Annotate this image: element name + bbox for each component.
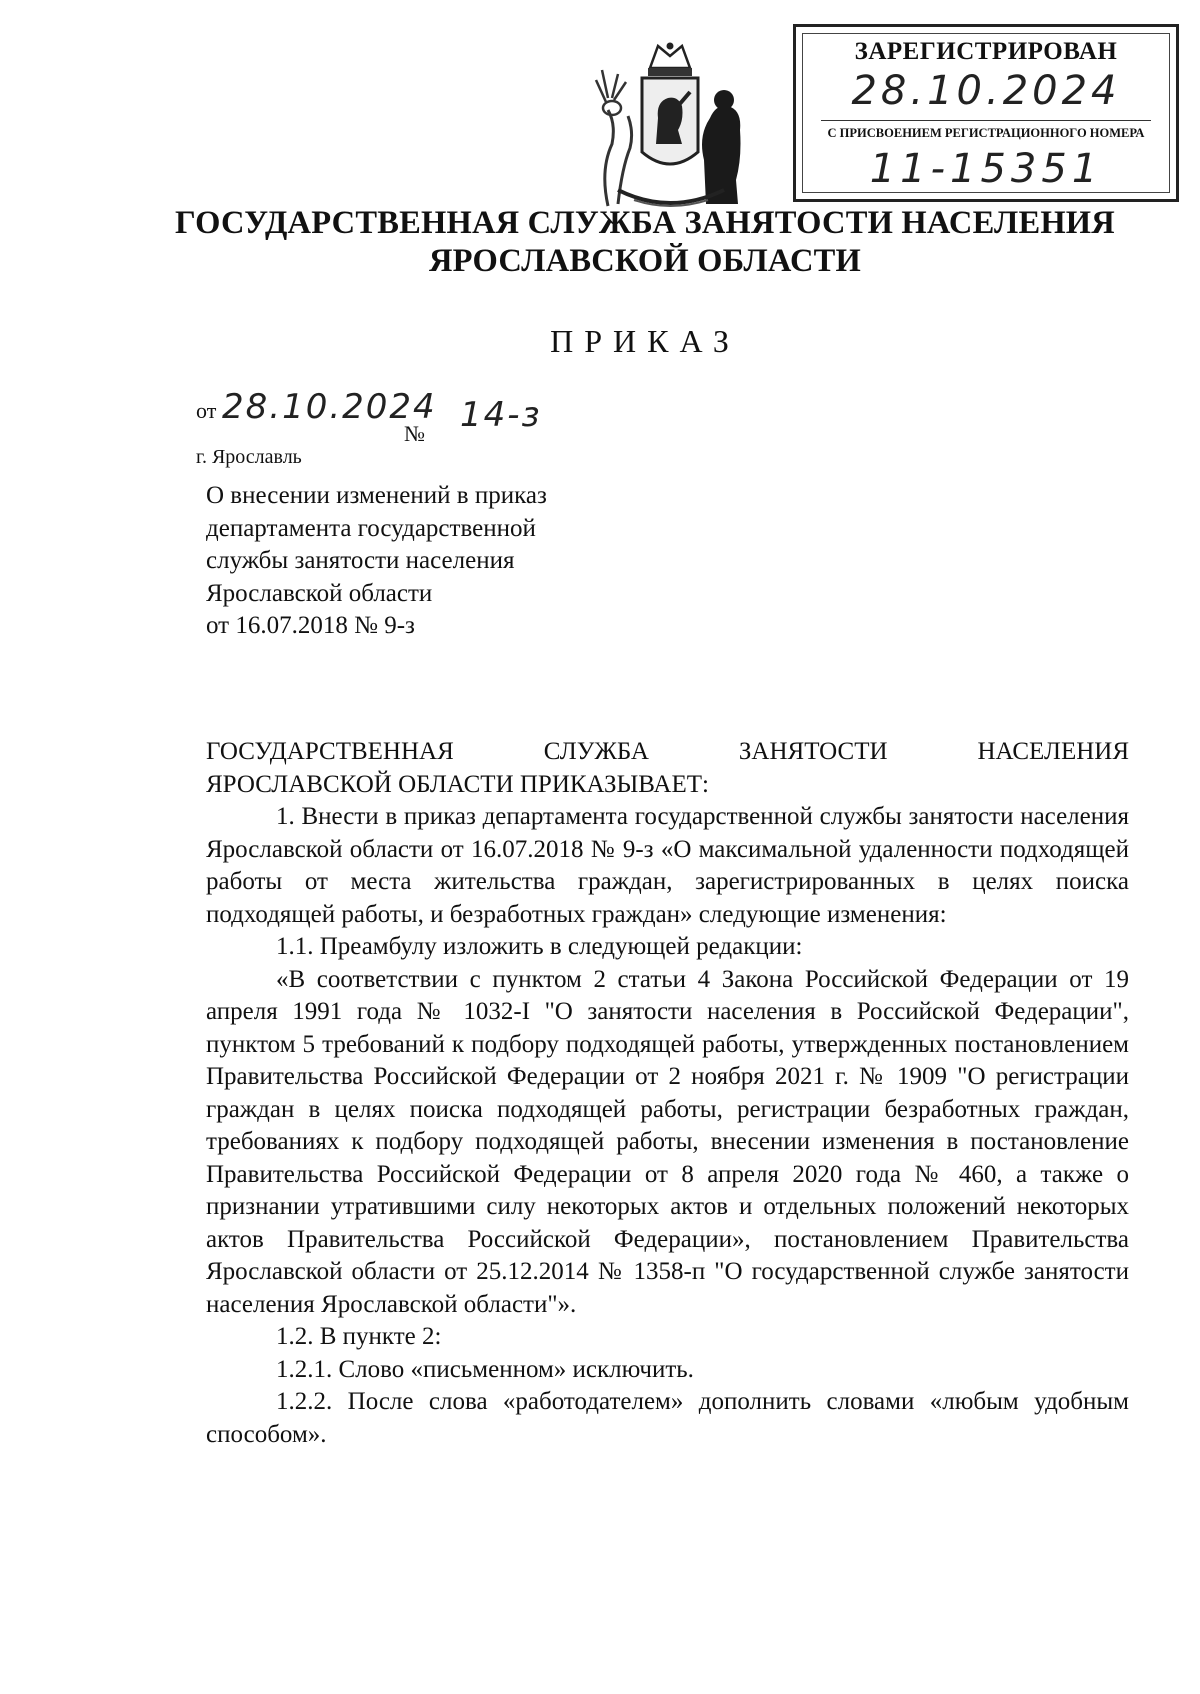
paragraph-1-2-2: 1.2.2. После слова «работодателем» дополнить словами «любым удобным способом». xyxy=(206,1388,1129,1448)
subject-line: от 16.07.2018 № 9-з xyxy=(206,612,415,639)
opener-line-1: ГОСУДАРСТВЕННАЯ СЛУЖБА ЗАНЯТОСТИ НАСЕЛЕНИЯ xyxy=(206,738,1129,765)
paragraph-1-2: 1.2. В пункте 2: xyxy=(276,1323,442,1350)
handwritten-order-date: 28.10.2024 xyxy=(222,387,437,427)
city-name: г. Ярославль xyxy=(196,446,302,468)
subject-line: департамента государственной xyxy=(206,514,536,542)
number-sign: № xyxy=(404,421,425,446)
org-name-line-2: ЯРОСЛАВСКОЙ ОБЛАСТИ xyxy=(429,243,861,279)
paragraph-1: 1. Внести в приказ департамента государственной службы занятости населения Ярославской области от 16.07.2018 № 9-з «О максимальной удаленности подходящей работы от места жительства граждан, зарегистрированных в целях поиска подходящей работы, и безработных граждан» следующие изменения: xyxy=(206,803,1129,928)
stamp-handwritten-number: 11-15351 xyxy=(869,146,1103,192)
order-subject xyxy=(206,480,547,643)
date-prefix: от xyxy=(196,398,217,423)
opener-line-2: ЯРОСЛАВСКОЙ ОБЛАСТИ ПРИКАЗЫВАЕТ: xyxy=(206,770,709,798)
coat-of-arms-emblem xyxy=(578,40,763,218)
paragraph-1-1: 1.1. Преамбулу изложить в следующей редакции: xyxy=(276,933,803,960)
subject-line: О внесении изменений в приказ xyxy=(206,482,547,509)
stamp-subtitle: С ПРИСВОЕНИЕМ РЕГИСТРАЦИОННОГО НОМЕРА xyxy=(827,126,1145,140)
handwritten-order-number: 14-з xyxy=(460,395,542,435)
stamp-handwritten-date: 28.10.2024 xyxy=(851,68,1121,114)
paragraph-preamble-text: «В соответствии с пунктом 2 статьи 4 Закона Российской Федерации от 19 апреля 1991 года № 1032-I "О занятости населения в Российской Федерации", пунктом 5 требований к подбору подходящей работы, утвержденных постановлением Правительства Российской Федерации от 2 ноября 2021 г. № 1909 "О регистрации граждан в целях поиска подходящей работы, регистрации безработных граждан, требованиях к подбору подходящей работы, внесении изменения в постановление Правительства Российской Федерации от 8 апреля 2020 года № 460, а также о признании утратившими силу некоторых актов и отдельных положений некоторых актов Правительства Российской Федерации», постановлением Правительства Ярославской области от 25.12.2014 № 1358-п "О государственной службе занятости населения Ярославской области"». xyxy=(206,965,1129,1318)
document-type-title: ПРИКАЗ xyxy=(550,323,740,359)
subject-line: Ярославской области xyxy=(206,579,433,607)
subject-line: службы занятости населения xyxy=(206,547,515,574)
stamp-inner-frame xyxy=(802,33,1170,193)
stamp-divider xyxy=(821,120,1151,121)
paragraph-1-2-1: 1.2.1. Слово «письменном» исключить. xyxy=(276,1355,694,1383)
stamp-title: ЗАРЕГИСТРИРОВАН xyxy=(854,38,1118,65)
org-name-line-1: ГОСУДАРСТВЕННАЯ СЛУЖБА ЗАНЯТОСТИ НАСЕЛЕНИЯ xyxy=(175,205,1115,241)
order-body xyxy=(206,736,1129,1451)
registration-stamp xyxy=(793,24,1179,202)
